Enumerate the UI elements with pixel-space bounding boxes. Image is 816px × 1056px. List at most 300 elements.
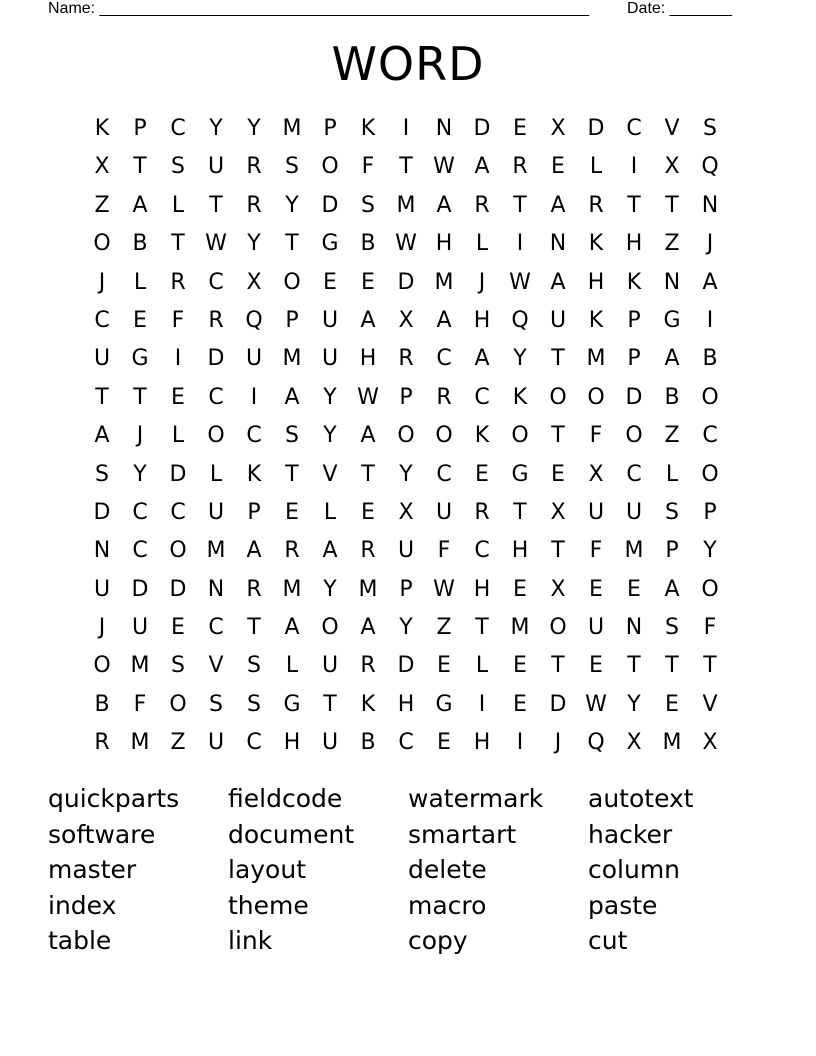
grid-letter: U — [321, 653, 339, 679]
grid-letter: E — [361, 499, 375, 525]
grid-letter: F — [133, 691, 147, 717]
grid-letter: P — [703, 499, 717, 525]
grid-letter: C — [208, 615, 224, 641]
grid-letter: I — [516, 231, 524, 257]
grid-letter: X — [94, 154, 110, 180]
grid-letter: K — [626, 269, 642, 295]
grid-letter: D — [207, 346, 225, 372]
grid-letter: U — [435, 499, 453, 525]
grid-letter: N — [701, 192, 719, 218]
grid-letter: R — [474, 192, 490, 218]
grid-letter: N — [549, 231, 567, 257]
grid-letter: U — [321, 346, 339, 372]
grid-letter: L — [323, 499, 337, 525]
grid-letter: C — [132, 538, 148, 564]
grid-letter: P — [323, 116, 337, 141]
grid-letter: K — [94, 116, 110, 141]
grid-letter: T — [513, 192, 527, 218]
grid-letter: T — [361, 461, 375, 487]
grid-letter: Y — [399, 461, 413, 487]
grid-letter: Z — [664, 423, 680, 449]
grid-letter: C — [626, 116, 642, 141]
grid-letter: A — [550, 192, 566, 218]
grid-letter: H — [283, 730, 301, 756]
grid-letter: T — [247, 615, 261, 641]
grid-letter: D — [473, 116, 491, 141]
grid-letter: F — [589, 423, 603, 449]
grid-letter: E — [475, 461, 489, 487]
grid-letter: W — [205, 231, 227, 257]
grid-letter: D — [397, 653, 415, 679]
grid-letter: U — [207, 154, 225, 180]
grid-letter: G — [321, 231, 339, 257]
word-list-item: index — [48, 890, 117, 920]
grid-letter: S — [95, 461, 109, 487]
grid-letter: O — [701, 384, 719, 410]
grid-letter: A — [474, 154, 490, 180]
grid-letter: S — [665, 499, 679, 525]
grid-letter: L — [475, 231, 489, 257]
grid-letter: G — [283, 691, 301, 717]
grid-letter: X — [398, 307, 414, 333]
grid-letter: P — [665, 538, 679, 564]
grid-letter: L — [665, 461, 679, 487]
grid-letter: C — [170, 116, 186, 141]
grid-letter: E — [171, 384, 185, 410]
grid-letter: T — [551, 346, 565, 372]
grid-letter: N — [663, 269, 681, 295]
grid-letter: X — [550, 499, 566, 525]
grid-letter: V — [702, 691, 718, 717]
word-list-item: smartart — [408, 819, 517, 849]
grid-letter: T — [399, 154, 413, 180]
grid-letter: S — [285, 423, 299, 449]
grid-letter: X — [398, 499, 414, 525]
grid-letter: R — [474, 499, 490, 525]
grid-letter: A — [436, 192, 452, 218]
grid-letter: T — [627, 192, 641, 218]
grid-letter: M — [282, 576, 302, 602]
grid-letter: Y — [323, 576, 337, 602]
grid-letter: I — [250, 384, 258, 410]
word-list-item: software — [48, 819, 156, 849]
grid-letter: B — [702, 346, 718, 372]
grid-letter: H — [473, 576, 491, 602]
grid-letter: I — [478, 691, 486, 717]
grid-letter: B — [132, 231, 148, 257]
grid-letter: A — [284, 384, 300, 410]
word-list-item: document — [228, 819, 355, 849]
grid-letter: I — [402, 116, 410, 141]
grid-letter: M — [282, 116, 302, 141]
grid-letter: M — [434, 269, 454, 295]
grid-letter: Y — [323, 384, 337, 410]
grid-letter: W — [357, 384, 379, 410]
grid-letter: E — [285, 499, 299, 525]
grid-letter: O — [625, 423, 643, 449]
grid-letter: C — [246, 730, 262, 756]
word-list-item: paste — [588, 890, 658, 920]
grid-letter: P — [133, 116, 147, 141]
grid-letter: C — [170, 499, 186, 525]
grid-letter: E — [513, 116, 527, 141]
grid-letter: O — [511, 423, 529, 449]
grid-letter: Q — [587, 730, 605, 756]
header-line — [48, 0, 748, 20]
grid-letter: S — [171, 653, 185, 679]
grid-letter: X — [246, 269, 262, 295]
grid-letter: R — [246, 154, 262, 180]
grid-letter: I — [630, 154, 638, 180]
grid-letter: O — [321, 154, 339, 180]
grid-letter: L — [209, 461, 223, 487]
grid-letter: Q — [511, 307, 529, 333]
grid-letter: X — [588, 461, 604, 487]
grid-letter: O — [207, 423, 225, 449]
grid-letter: J — [98, 269, 106, 295]
grid-letter: Y — [703, 538, 717, 564]
grid-letter: D — [321, 192, 339, 218]
word-list-item: column — [588, 855, 681, 885]
grid-letter: M — [510, 615, 530, 641]
grid-letter: D — [169, 461, 187, 487]
grid-letter: A — [702, 269, 718, 295]
word-list-item: watermark — [408, 784, 544, 813]
grid-letter: C — [132, 499, 148, 525]
grid-letter: T — [285, 231, 299, 257]
word-list-item: hacker — [588, 819, 673, 849]
grid-letter: T — [133, 384, 147, 410]
grid-letter: S — [665, 615, 679, 641]
grid-letter: C — [94, 307, 110, 333]
grid-letter: X — [626, 730, 642, 756]
grid-letter: T — [551, 653, 565, 679]
grid-letter: E — [323, 269, 337, 295]
grid-letter: L — [285, 653, 299, 679]
grid-letter: U — [625, 499, 643, 525]
grid-letter: R — [94, 730, 110, 756]
grid-letter: K — [512, 384, 528, 410]
grid-letter: O — [169, 691, 187, 717]
grid-letter: M — [130, 730, 150, 756]
grid-letter: R — [360, 653, 376, 679]
grid-letter: C — [436, 461, 452, 487]
grid-letter: O — [587, 384, 605, 410]
grid-letter: O — [549, 615, 567, 641]
grid-letter: R — [436, 384, 452, 410]
grid-letter: S — [171, 154, 185, 180]
grid-letter: H — [511, 538, 529, 564]
grid-letter: O — [321, 615, 339, 641]
grid-letter: K — [246, 461, 262, 487]
grid-letter: J — [554, 730, 562, 756]
grid-letter: F — [437, 538, 451, 564]
grid-letter: U — [587, 615, 605, 641]
grid-letter: U — [207, 499, 225, 525]
grid-letter: E — [551, 461, 565, 487]
grid-letter: X — [702, 730, 718, 756]
grid-letter: U — [131, 615, 149, 641]
grid-letter: I — [706, 307, 714, 333]
grid-letter: X — [550, 576, 566, 602]
word-list-item: autotext — [588, 784, 694, 813]
grid-letter: F — [703, 615, 717, 641]
grid-letter: S — [209, 691, 223, 717]
grid-letter: D — [131, 576, 149, 602]
grid-letter: M — [130, 653, 150, 679]
grid-letter: O — [397, 423, 415, 449]
grid-letter: T — [513, 499, 527, 525]
grid-letter: M — [662, 730, 682, 756]
grid-letter: X — [664, 154, 680, 180]
grid-letter: L — [171, 423, 185, 449]
word-list-item: fieldcode — [228, 784, 343, 813]
grid-letter: S — [247, 653, 261, 679]
grid-letter: T — [171, 231, 185, 257]
grid-letter: Q — [245, 307, 263, 333]
grid-letter: V — [664, 116, 680, 141]
grid-letter: U — [321, 730, 339, 756]
grid-letter: E — [513, 653, 527, 679]
grid-letter: C — [398, 730, 414, 756]
grid-letter: S — [361, 192, 375, 218]
grid-letter: E — [133, 307, 147, 333]
grid-letter: C — [208, 269, 224, 295]
grid-letter: L — [133, 269, 147, 295]
grid-letter: F — [589, 538, 603, 564]
grid-letter: H — [473, 730, 491, 756]
grid-letter: D — [169, 576, 187, 602]
grid-letter: C — [626, 461, 642, 487]
grid-letter: C — [436, 346, 452, 372]
grid-letter: T — [665, 653, 679, 679]
word-list — [48, 781, 768, 959]
grid-letter: G — [435, 691, 453, 717]
grid-letter: U — [207, 730, 225, 756]
grid-letter: T — [323, 691, 337, 717]
word-list-item: layout — [228, 855, 307, 885]
word-list-item: theme — [228, 890, 309, 920]
grid-letter: A — [360, 615, 376, 641]
grid-letter: F — [171, 307, 185, 333]
grid-letter: U — [93, 576, 111, 602]
grid-letter: R — [170, 269, 186, 295]
grid-letter: B — [94, 691, 110, 717]
grid-letter: A — [94, 423, 110, 449]
grid-letter: O — [435, 423, 453, 449]
grid-letter: T — [95, 384, 109, 410]
grid-letter: T — [551, 538, 565, 564]
grid-letter: H — [359, 346, 377, 372]
grid-letter: P — [627, 307, 641, 333]
word-list-item: table — [48, 926, 112, 956]
grid-letter: O — [93, 231, 111, 257]
grid-letter: I — [174, 346, 182, 372]
letter-grid — [83, 110, 729, 763]
grid-letter: M — [206, 538, 226, 564]
grid-letter: W — [509, 269, 531, 295]
grid-letter: H — [397, 691, 415, 717]
grid-letter: Y — [399, 615, 413, 641]
grid-letter: D — [93, 499, 111, 525]
grid-letter: Z — [94, 192, 110, 218]
grid-letter: Z — [664, 231, 680, 257]
grid-letter: Z — [170, 730, 186, 756]
grid-letter: F — [361, 154, 375, 180]
grid-letter: A — [132, 192, 148, 218]
grid-letter: C — [702, 423, 718, 449]
grid-letter: Y — [513, 346, 527, 372]
grid-letter: D — [587, 116, 605, 141]
grid-letter: K — [360, 691, 376, 717]
grid-letter: T — [551, 423, 565, 449]
grid-letter: L — [475, 653, 489, 679]
grid-letter: M — [624, 538, 644, 564]
grid-letter: H — [625, 231, 643, 257]
puzzle-title: WORD — [331, 37, 485, 91]
word-list-item: cut — [588, 926, 628, 956]
grid-letter: U — [245, 346, 263, 372]
grid-letter: U — [93, 346, 111, 372]
grid-letter: W — [433, 576, 455, 602]
grid-letter: E — [437, 730, 451, 756]
grid-letter: O — [701, 576, 719, 602]
grid-letter: B — [664, 384, 680, 410]
grid-letter: E — [589, 653, 603, 679]
grid-letter: M — [282, 346, 302, 372]
grid-letter: E — [171, 615, 185, 641]
grid-letter: R — [360, 538, 376, 564]
grid-letter: A — [322, 538, 338, 564]
grid-letter: A — [474, 346, 490, 372]
grid-letter: E — [627, 576, 641, 602]
grid-letter: O — [701, 461, 719, 487]
word-list-item: master — [48, 855, 137, 885]
grid-letter: H — [473, 307, 491, 333]
grid-letter: J — [98, 615, 106, 641]
grid-letter: N — [625, 615, 643, 641]
grid-letter: T — [475, 615, 489, 641]
grid-letter: A — [664, 576, 680, 602]
grid-letter: I — [516, 730, 524, 756]
grid-letter: O — [93, 653, 111, 679]
grid-letter: T — [133, 154, 147, 180]
grid-letter: C — [208, 384, 224, 410]
grid-letter: Z — [436, 615, 452, 641]
grid-letter: E — [361, 269, 375, 295]
grid-letter: T — [703, 653, 717, 679]
grid-letter: S — [703, 116, 717, 141]
grid-letter: P — [399, 384, 413, 410]
grid-letter: H — [587, 269, 605, 295]
grid-letter: E — [551, 154, 565, 180]
grid-letter: R — [512, 154, 528, 180]
grid-letter: T — [627, 653, 641, 679]
grid-letter: S — [247, 691, 261, 717]
grid-letter: T — [665, 192, 679, 218]
grid-letter: V — [322, 461, 338, 487]
grid-letter: A — [284, 615, 300, 641]
grid-letter: K — [474, 423, 490, 449]
grid-letter: C — [474, 538, 490, 564]
grid-letter: C — [474, 384, 490, 410]
grid-letter: C — [246, 423, 262, 449]
grid-letter: Q — [701, 154, 719, 180]
grid-letter: P — [627, 346, 641, 372]
grid-letter: A — [550, 269, 566, 295]
grid-letter: E — [513, 576, 527, 602]
grid-letter: V — [208, 653, 224, 679]
grid-letter: Y — [209, 116, 223, 141]
grid-letter: U — [587, 499, 605, 525]
grid-letter: Y — [247, 231, 261, 257]
grid-letter: L — [171, 192, 185, 218]
grid-letter: S — [285, 154, 299, 180]
grid-letter: W — [433, 154, 455, 180]
grid-letter: P — [285, 307, 299, 333]
grid-letter: E — [513, 691, 527, 717]
grid-letter: J — [478, 269, 486, 295]
grid-letter: D — [625, 384, 643, 410]
grid-letter: P — [247, 499, 261, 525]
grid-letter: R — [246, 576, 262, 602]
grid-letter: O — [283, 269, 301, 295]
grid-letter: K — [360, 116, 376, 141]
grid-letter: M — [396, 192, 416, 218]
word-list-item: macro — [408, 890, 487, 920]
grid-letter: E — [665, 691, 679, 717]
grid-letter: W — [395, 231, 417, 257]
grid-letter: A — [436, 307, 452, 333]
grid-letter: L — [589, 154, 603, 180]
word-list-item: copy — [408, 926, 468, 956]
grid-letter: E — [437, 653, 451, 679]
grid-letter: P — [399, 576, 413, 602]
grid-letter: N — [93, 538, 111, 564]
grid-letter: Y — [247, 116, 261, 141]
grid-letter: H — [435, 231, 453, 257]
grid-letter: Y — [285, 192, 299, 218]
grid-letter: A — [664, 346, 680, 372]
grid-letter: D — [549, 691, 567, 717]
grid-letter: Y — [627, 691, 641, 717]
grid-letter: R — [588, 192, 604, 218]
grid-letter: O — [169, 538, 187, 564]
grid-letter: N — [207, 576, 225, 602]
grid-letter: T — [209, 192, 223, 218]
grid-letter: R — [208, 307, 224, 333]
grid-letter: A — [360, 423, 376, 449]
grid-letter: J — [706, 231, 714, 257]
grid-letter: J — [136, 423, 144, 449]
grid-letter: O — [549, 384, 567, 410]
grid-letter: X — [550, 116, 566, 141]
grid-letter: A — [360, 307, 376, 333]
grid-letter: B — [360, 730, 376, 756]
grid-letter: E — [589, 576, 603, 602]
word-list-item: quickparts — [48, 784, 180, 813]
grid-letter: U — [549, 307, 567, 333]
grid-letter: A — [246, 538, 262, 564]
grid-letter: Y — [133, 461, 147, 487]
grid-letter: U — [397, 538, 415, 564]
grid-letter: K — [588, 231, 604, 257]
date-field: Date: _______ — [627, 0, 732, 17]
grid-letter: G — [131, 346, 149, 372]
grid-letter: R — [398, 346, 414, 372]
word-list-item: delete — [408, 855, 487, 885]
grid-letter: Y — [323, 423, 337, 449]
